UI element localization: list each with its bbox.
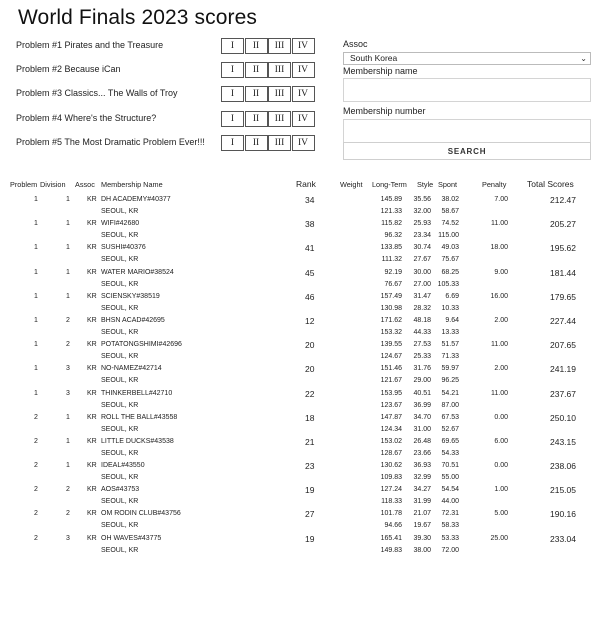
cell-spont-2: 105.33 [437,280,459,288]
cell-style: 27.53 [413,341,431,349]
cell-total-score: 243.15 [550,436,576,447]
problem-list [16,38,316,159]
cell-problem: 2 [34,534,38,542]
cell-membership-name: NO-NAMEZ#42714 [101,365,162,373]
cell-division: 1 [66,268,70,276]
cell-spont-2: 58.67 [441,208,459,215]
cell-style: 31.47 [413,292,431,300]
cell-rank: 19 [305,485,315,496]
cell-assoc: KR [87,510,97,518]
division-button-4[interactable]: IV [292,62,315,78]
table-row [0,533,600,557]
table-row [0,291,600,315]
header-style: Style [417,180,434,189]
cell-style-2: 32.00 [413,208,431,215]
division-button-2[interactable]: II [245,62,268,78]
cell-location: SEOUL, KR [101,377,139,385]
cell-division: 2 [66,341,70,349]
cell-long-term-2: 76.67 [384,280,402,288]
cell-rank: 27 [305,509,315,520]
problem-row [16,62,316,86]
cell-problem: 2 [34,510,38,518]
division-button-group [221,62,315,78]
cell-penalty: 0.00 [494,413,508,421]
cell-problem: 1 [34,244,38,252]
table-row [0,242,600,266]
cell-long-term-2: 121.67 [380,377,402,385]
cell-style-2: 44.33 [413,328,431,336]
scores-table [0,178,600,557]
cell-long-term: 153.95 [380,389,402,397]
cell-penalty: 0.00 [494,462,508,470]
cell-membership-name: IDEAL#43550 [101,462,145,470]
division-button-3[interactable]: III [268,111,291,127]
cell-total-score: 237.67 [550,388,576,399]
header-total-scores: Total Scores [527,179,574,189]
cell-spont: 69.65 [441,437,459,445]
cell-spont: 68.25 [441,268,459,276]
table-row [0,412,600,436]
cell-penalty: 2.00 [494,365,508,373]
table-row [0,388,600,412]
cell-penalty: 16.00 [490,292,508,300]
cell-assoc: KR [87,486,97,494]
division-button-1[interactable]: I [221,38,244,54]
cell-penalty: 11.00 [491,341,508,349]
cell-membership-name: POTATONGSHIMI#42696 [101,341,182,349]
cell-rank: 34 [305,195,315,205]
cell-total-score: 241.19 [550,364,576,375]
cell-long-term-2: 124.34 [380,425,402,433]
problem-label: Problem #4 Where's the Structure? [16,112,157,123]
header-division: Division [40,180,66,189]
cell-membership-name: WATER MARIO#38524 [101,268,174,276]
cell-style-2: 25.33 [413,353,431,361]
cell-penalty: 6.00 [494,437,508,445]
cell-assoc: KR [87,196,97,203]
cell-long-term-2: 128.67 [380,449,402,457]
cell-assoc: KR [87,413,97,421]
cell-long-term-2: 94.66 [384,522,402,530]
division-button-3[interactable]: III [268,135,291,151]
division-button-4[interactable]: IV [292,86,315,102]
cell-problem: 2 [34,486,38,494]
division-button-4[interactable]: IV [292,38,315,54]
cell-rank: 22 [305,388,315,399]
division-button-3[interactable]: III [268,86,291,102]
assoc-label: Assoc [343,39,368,49]
cell-spont-2: 75.67 [441,256,459,264]
cell-style-2: 27.67 [413,256,431,264]
header-long-term: Long-Term [372,180,407,189]
cell-division: 3 [66,365,70,373]
cell-style-2: 36.99 [413,401,431,409]
cell-style: 25.93 [413,220,431,228]
cell-location: SEOUL, KR [101,328,139,336]
problem-row [16,135,316,159]
cell-location: SEOUL, KR [101,208,139,215]
problem-label: Problem #2 Because iCan [16,64,121,75]
table-row [0,363,600,387]
header-assoc: Assoc [75,180,95,189]
cell-style: 34.27 [413,486,431,494]
cell-rank: 38 [305,219,315,230]
table-row [0,194,600,218]
membership-name-input[interactable] [343,78,591,102]
cell-penalty: 2.00 [494,316,508,324]
problem-row [16,111,316,135]
cell-long-term: 139.55 [380,341,402,349]
cell-rank: 46 [305,291,315,302]
cell-penalty: 18.00 [490,244,508,252]
division-button-2[interactable]: II [245,86,268,102]
cell-division: 2 [66,510,70,518]
division-button-1[interactable]: I [221,86,244,102]
cell-location: SEOUL, KR [101,546,139,554]
cell-location: SEOUL, KR [101,401,139,409]
cell-location: SEOUL, KR [101,425,139,433]
cell-rank: 12 [305,315,315,326]
cell-membership-name: BHSN ACAD#42695 [101,316,165,324]
cell-total-score: 238.06 [550,461,576,472]
division-button-3[interactable]: III [268,62,291,78]
division-button-2[interactable]: II [245,111,268,127]
problem-label: Problem #5 The Most Dramatic Problem Ever!!! [16,136,205,147]
cell-spont: 6.69 [445,292,459,300]
cell-style-2: 19.67 [413,522,431,530]
cell-penalty: 11.00 [491,220,508,228]
cell-location: SEOUL, KR [101,304,139,312]
cell-total-score: 215.05 [550,485,576,496]
cell-style: 34.70 [413,413,431,421]
cell-penalty: 7.00 [494,196,508,203]
cell-long-term-2: 118.33 [381,498,402,506]
cell-spont: 38.02 [441,196,459,203]
division-button-group [221,135,315,151]
cell-problem: 1 [34,268,38,276]
cell-spont-2: 55.00 [441,474,459,482]
cell-spont-2: 10.33 [441,304,459,312]
cell-problem: 1 [34,341,38,349]
table-row [0,339,600,363]
problem-label: Problem #1 Pirates and the Treasure [16,40,164,50]
cell-assoc: KR [87,341,97,349]
cell-long-term-2: 153.32 [380,328,402,336]
table-row [0,267,600,291]
cell-long-term-2: 111.32 [381,256,402,264]
cell-long-term-2: 121.33 [380,208,402,215]
cell-membership-name: WIFI#42680 [101,220,140,228]
header-rank: Rank [296,179,316,189]
cell-style-2: 29.00 [413,377,431,385]
cell-division: 1 [66,413,70,421]
table-row [0,218,600,242]
division-button-2[interactable]: II [245,135,268,151]
cell-problem: 1 [34,389,38,397]
header-spont: Spont [438,180,458,189]
cell-spont-2: 72.00 [441,546,459,554]
assoc-select[interactable] [343,52,591,65]
cell-penalty: 1.00 [494,486,508,494]
cell-style: 40.51 [413,389,431,397]
cell-total-score: 212.47 [550,195,576,205]
cell-spont: 74.52 [441,220,459,228]
cell-style: 39.30 [413,534,431,542]
cell-rank: 19 [305,533,315,544]
cell-membership-name: DH ACADEMY#40377 [101,196,171,203]
filters-panel [343,39,591,160]
assoc-select-value: South Korea [350,53,398,63]
cell-problem: 1 [34,220,38,228]
division-button-3[interactable]: III [268,38,291,54]
cell-spont-2: 87.00 [441,401,459,409]
cell-style: 36.93 [413,462,431,470]
cell-spont: 59.97 [441,365,459,373]
division-button-1[interactable]: I [221,111,244,127]
cell-total-score: 207.65 [550,340,576,351]
cell-assoc: KR [87,220,97,228]
cell-total-score: 179.65 [550,291,576,302]
cell-style: 30.74 [413,244,431,252]
table-row [0,460,600,484]
cell-spont: 54.54 [441,486,459,494]
cell-problem: 2 [34,437,38,445]
cell-rank: 20 [305,340,315,351]
cell-style: 48.18 [413,316,431,324]
division-button-2[interactable]: II [245,38,268,54]
header-problem: Problem [10,180,38,189]
cell-rank: 18 [305,412,315,423]
cell-division: 2 [66,486,70,494]
search-button[interactable]: SEARCH [343,142,591,160]
cell-spont-2: 52.67 [441,425,459,433]
cell-long-term: 92.19 [384,268,402,276]
cell-location: SEOUL, KR [101,256,139,264]
division-button-4[interactable]: IV [292,135,315,151]
table-header [0,178,600,194]
cell-long-term: 115.82 [381,220,402,228]
cell-location: SEOUL, KR [101,353,139,361]
cell-spont: 72.31 [441,510,459,518]
header-penalty: Penalty [482,180,507,189]
cell-penalty: 5.00 [494,510,508,518]
cell-long-term: 127.24 [380,486,402,494]
cell-location: SEOUL, KR [101,449,139,457]
cell-rank: 23 [305,461,315,472]
cell-penalty: 9.00 [494,268,508,276]
cell-style-2: 31.99 [413,498,431,506]
chevron-down-icon: ⌄ [580,54,587,63]
cell-spont: 54.21 [441,389,459,397]
cell-problem: 2 [34,462,38,470]
cell-membership-name: LITTLE DUCKS#43538 [101,437,174,445]
cell-long-term: 101.78 [380,510,402,518]
cell-style: 31.76 [413,365,431,373]
cell-long-term-2: 96.32 [384,232,402,240]
cell-division: 1 [66,437,70,445]
cell-spont-2: 71.33 [441,353,459,361]
problem-label: Problem #3 Classics... The Walls of Troy [16,88,178,99]
cell-assoc: KR [87,437,97,445]
cell-division: 1 [66,462,70,470]
cell-rank: 20 [305,364,315,375]
cell-location: SEOUL, KR [101,232,139,240]
cell-location: SEOUL, KR [101,280,139,288]
cell-problem: 1 [34,196,38,203]
division-button-4[interactable]: IV [292,111,315,127]
problem-row [16,38,316,62]
cell-total-score: 195.62 [550,243,576,254]
division-button-1[interactable]: I [221,135,244,151]
cell-style-2: 32.99 [413,474,431,482]
membership-name-label: Membership name [343,66,418,76]
cell-style: 21.07 [413,510,431,518]
table-row [0,315,600,339]
cell-long-term: 145.89 [380,196,402,203]
cell-division: 3 [66,389,70,397]
cell-division: 1 [66,220,70,228]
cell-long-term: 147.87 [380,413,402,421]
cell-style: 30.00 [413,268,431,276]
cell-long-term-2: 124.67 [380,353,402,361]
cell-division: 1 [66,292,70,300]
cell-total-score: 233.04 [550,533,576,544]
cell-spont: 67.53 [441,413,459,421]
cell-style: 26.48 [413,437,431,445]
header-weight: Weight [340,180,363,189]
division-button-group [221,86,315,102]
cell-spont-2: 58.33 [441,522,459,530]
cell-penalty: 11.00 [491,389,508,397]
cell-spont-2: 54.33 [441,449,459,457]
table-body [0,194,600,557]
cell-assoc: KR [87,268,97,276]
cell-style-2: 28.32 [413,304,431,312]
cell-style: 35.56 [413,196,431,203]
cell-membership-name: AOS#43753 [101,486,140,494]
membership-number-label: Membership number [343,106,426,116]
cell-spont: 70.51 [441,462,459,470]
cell-spont: 53.33 [441,534,459,542]
table-row [0,436,600,460]
cell-long-term: 165.41 [380,534,402,542]
cell-penalty: 25.00 [490,534,508,542]
cell-assoc: KR [87,534,97,542]
cell-spont-2: 44.00 [441,498,459,506]
cell-style-2: 31.00 [413,425,431,433]
cell-total-score: 181.44 [550,267,576,278]
page-title: World Finals 2023 scores [18,6,257,29]
cell-membership-name: OH WAVES#43775 [101,534,162,542]
cell-spont: 9.64 [445,316,459,324]
cell-long-term: 157.49 [380,292,402,300]
cell-style-2: 23.34 [413,232,431,240]
cell-membership-name: ROLL THE BALL#43558 [101,413,178,421]
division-button-group [221,38,315,54]
cell-problem: 2 [34,413,38,421]
cell-long-term: 133.85 [380,244,402,252]
cell-assoc: KR [87,389,97,397]
cell-long-term-2: 109.83 [380,474,402,482]
cell-rank: 41 [305,243,315,254]
cell-assoc: KR [87,365,97,373]
membership-number-input[interactable] [343,119,591,143]
cell-long-term: 153.02 [380,437,402,445]
cell-membership-name: SUSHI#40376 [101,244,146,252]
cell-assoc: KR [87,316,97,324]
cell-division: 1 [66,196,70,203]
cell-membership-name: SCIENSKY#38519 [101,292,160,300]
cell-long-term: 151.46 [380,365,402,373]
cell-problem: 1 [34,365,38,373]
division-button-1[interactable]: I [221,62,244,78]
cell-spont: 51.57 [441,341,459,349]
cell-location: SEOUL, KR [101,474,139,482]
cell-location: SEOUL, KR [101,522,139,530]
cell-membership-name: OM RODIN CLUB#43756 [101,510,181,518]
cell-style-2: 23.66 [413,449,431,457]
cell-long-term-2: 130.98 [380,304,402,312]
cell-membership-name: THINKERBELL#42710 [101,389,173,397]
cell-assoc: KR [87,244,97,252]
cell-total-score: 250.10 [550,412,576,423]
cell-spont: 49.03 [441,244,459,252]
cell-rank: 45 [305,267,315,278]
cell-division: 2 [66,316,70,324]
cell-long-term: 130.62 [380,462,402,470]
cell-total-score: 190.16 [550,509,576,520]
cell-spont-2: 13.33 [441,328,459,336]
cell-style-2: 27.00 [413,280,431,288]
division-button-group [221,111,315,127]
table-row [0,508,600,532]
cell-division: 3 [66,534,70,542]
header-membership-name: Membership Name [101,180,163,189]
cell-long-term-2: 149.83 [380,546,402,554]
cell-spont-2: 96.25 [441,377,459,385]
problem-row [16,86,316,110]
cell-division: 1 [66,244,70,252]
cell-assoc: KR [87,292,97,300]
cell-long-term: 171.62 [380,316,402,324]
table-row [0,484,600,508]
cell-problem: 1 [34,292,38,300]
cell-assoc: KR [87,462,97,470]
cell-long-term-2: 123.67 [380,401,402,409]
cell-problem: 1 [34,316,38,324]
cell-total-score: 205.27 [550,219,576,230]
cell-style-2: 38.00 [413,546,431,554]
cell-location: SEOUL, KR [101,498,139,506]
cell-rank: 21 [305,436,315,447]
cell-total-score: 227.44 [550,315,576,326]
cell-spont-2: 115.00 [438,232,459,240]
